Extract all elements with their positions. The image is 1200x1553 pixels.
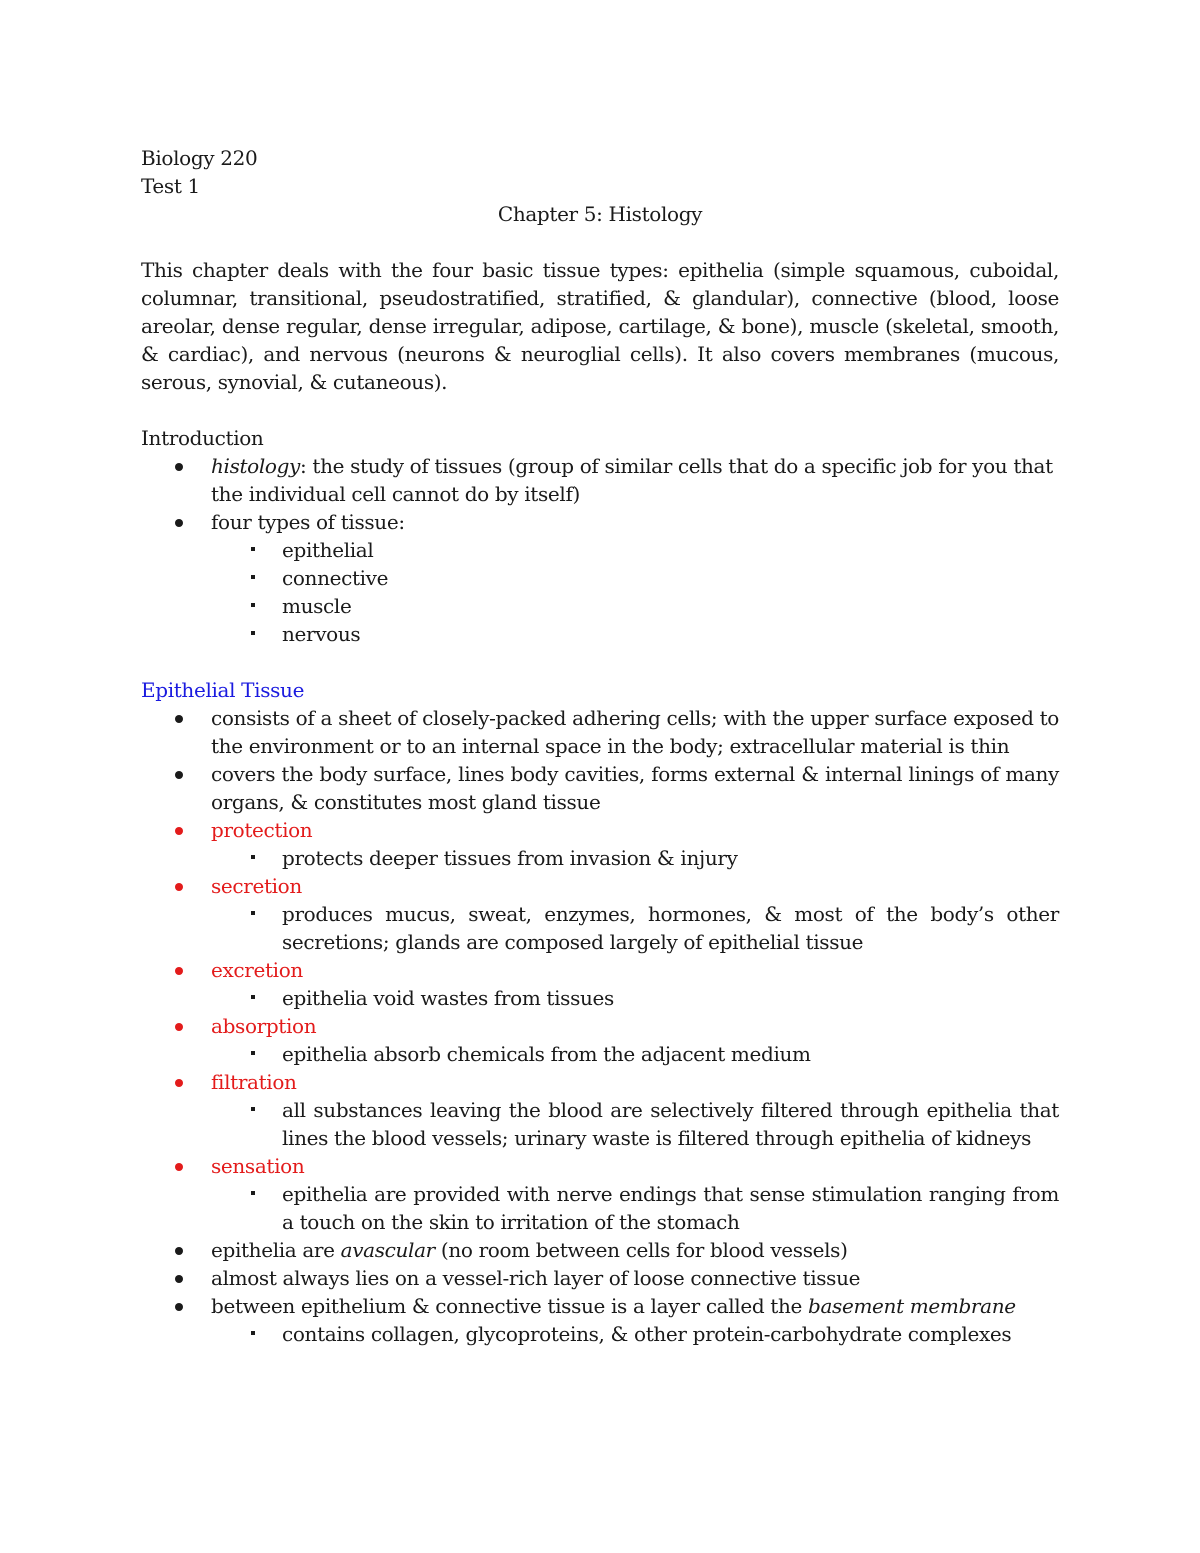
bullet-icon [175,771,183,779]
function-item-secretion [141,872,1059,956]
function-detail: epithelia are provided with nerve endings that sense stimulation ranging from a touch on the skin to irritation of the stomach [282,1182,1059,1234]
function-detail: epithelia absorb chemicals from the adjacent medium [282,1042,811,1066]
sub-list-item [141,1320,1059,1348]
sub-list-item: muscle [141,592,1059,620]
sub-bullet-icon [251,1331,255,1335]
sub-list-item: nervous [141,620,1059,648]
test-label: Test 1 [141,174,200,198]
sub-bullet-icon [251,631,255,635]
bullet-icon [175,1303,183,1311]
list-item [141,704,1059,760]
list-item [141,508,1059,648]
sub-bullet-icon [251,995,255,999]
sub-list-item [141,844,1059,872]
function-item-filtration [141,1068,1059,1152]
sub-list-item [141,1040,1059,1068]
epithelial-heading: Epithelial Tissue [141,678,305,702]
sub-bullet-icon [251,855,255,859]
sub-list-item: epithelial [141,536,1059,564]
epithelial-point: covers the body surface, lines body cavities, forms external & internal linings of many organs, & constitutes most gland tissue [211,762,1059,814]
function-detail: epithelia void wastes from tissues [282,986,614,1010]
tissue-types-list [211,536,1059,648]
function-name: excretion [211,958,303,982]
four-types-label: four types of tissue: [211,510,405,534]
function-detail: produces mucus, sweat, enzymes, hormones, & most of the body’s other secretions; glands are composed largely of epithelial tissue [282,902,1059,954]
function-detail: all substances leaving the blood are selectively filtered through epithelia that lines the blood vessels; urinary waste is filtered through epithelia of kidneys [282,1098,1059,1150]
sub-bullet-icon [251,603,255,607]
document-page [141,144,1059,1348]
bullet-icon [175,883,183,891]
sub-bullet-icon [251,1107,255,1111]
function-name: filtration [211,1070,297,1094]
list-item: epithelia are avascular (no room between cells for blood vessels) [141,1236,1059,1264]
function-name: sensation [211,1154,305,1178]
sub-list-item: connective [141,564,1059,592]
bullet-icon [175,1079,183,1087]
course-title: Biology 220 [141,146,258,170]
bullet-icon [175,827,183,835]
sub-bullet-icon [251,547,255,551]
function-item-absorption [141,1012,1059,1068]
histology-term: histology [211,454,301,478]
function-item-protection [141,816,1059,872]
epithelial-point: consists of a sheet of closely-packed adhering cells; with the upper surface exposed to the environment or to an internal space in the body; extracellular material is thin [211,706,1059,758]
function-item-sensation [141,1152,1059,1236]
list-item: almost always lies on a vessel-rich layer of loose connective tissue [141,1264,1059,1292]
bullet-icon [175,463,183,471]
function-name: secretion [211,874,302,898]
bullet-icon [175,1023,183,1031]
avascular-term: avascular [340,1238,435,1262]
function-name: protection [211,818,313,842]
sub-list-item [141,900,1059,956]
bullet-icon [175,1275,183,1283]
list-item: between epithelium & connective tissue is a layer called the basement membrane contains collagen, glycoproteins, & other protein-carbohydrate complexes [141,1292,1059,1348]
bullet-icon [175,1163,183,1171]
sub-list-item [141,984,1059,1012]
introduction-list [141,452,1059,648]
introduction-heading: Introduction [141,426,264,450]
epithelial-list [141,704,1059,1348]
sub-list-item [141,1180,1059,1236]
function-detail: protects deeper tissues from invasion & injury [282,846,738,870]
function-name: absorption [211,1014,317,1038]
bullet-icon [175,967,183,975]
sub-bullet-icon [251,1191,255,1195]
intro-paragraph: This chapter deals with the four basic tissue types: epithelia (simple squamous, cuboidal, columnar, transitional, pseudostratified, stratified, & glandular), connective (blood, loose areolar, dense regular, dense irregular, adipose, cartilage, & bone), muscle (skeletal, smooth, & cardiac), and nervous (neurons & neuroglial cells). It also covers membranes (mucous, serous, synovial, & cutaneous). [141,258,1059,394]
bullet-icon [175,1247,183,1255]
function-item-excretion [141,956,1059,1012]
sub-bullet-icon [251,911,255,915]
chapter-title: Chapter 5: Histology [497,202,703,226]
bullet-icon [175,715,183,723]
basement-detail: contains collagen, glycoproteins, & other protein-carbohydrate complexes [282,1322,1012,1346]
histology-definition: : the study of tissues (group of similar cells that do a specific job for you that the individual cell cannot do by itself) [211,454,1053,506]
list-item [141,760,1059,816]
list-item [141,452,1059,508]
sub-bullet-icon [251,575,255,579]
basement-membrane-term: basement membrane [808,1294,1016,1318]
sub-list-item [141,1096,1059,1152]
sub-bullet-icon [251,1051,255,1055]
bullet-icon [175,519,183,527]
